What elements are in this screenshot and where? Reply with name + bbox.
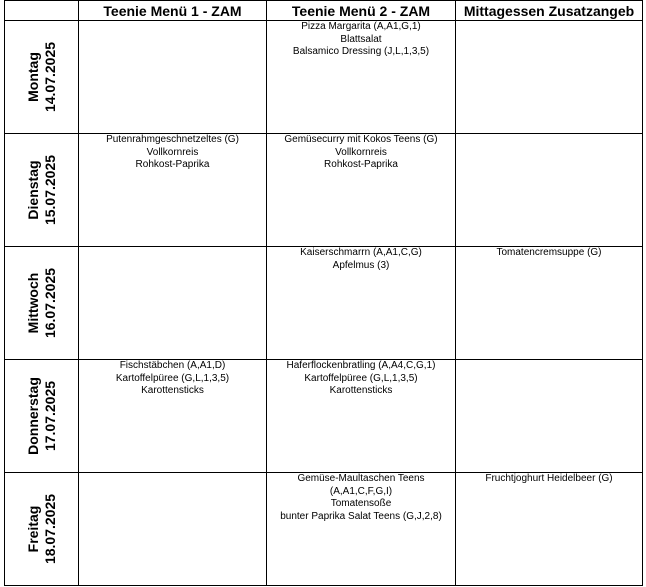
day-label-cell — [5, 473, 79, 586]
meal-line: (A,A1,C,F,G,I) — [329, 485, 393, 497]
meal-cell-extra — [456, 247, 643, 360]
meal-line: Karottensticks — [141, 385, 204, 396]
meal-cell-menu1 — [79, 247, 267, 360]
meal-line: Rohkost-Paprika — [324, 159, 398, 170]
meal-line: Gemüsecurry mit Kokos Teens (G) — [284, 134, 438, 145]
day-label — [25, 494, 59, 564]
meal-line: Gemüse-Maultaschen Teens — [297, 473, 425, 484]
weekday-text: Mittwoch — [24, 272, 41, 334]
meal-line: Apfelmus (3) — [332, 259, 390, 271]
date-text: 17.07.2025 — [41, 380, 58, 452]
meal-cell-extra — [456, 134, 643, 247]
meal-line: Putenrahmgeschnetzeltes (G) — [106, 134, 239, 145]
meal-line: Balsamico Dressing (J,L,1,3,5) — [292, 46, 430, 57]
meal-line: Blattsalat — [340, 33, 382, 45]
day-row-donnerstag — [5, 360, 643, 473]
meal-line: Vollkornreis — [146, 146, 199, 158]
meal-line: Vollkornreis — [335, 146, 387, 158]
meal-cell-menu2 — [267, 134, 456, 247]
day-label — [25, 377, 59, 455]
meal-line: Tomatensoße — [330, 498, 392, 509]
meal-line: Fischstäbchen (A,A1,D) — [119, 360, 226, 371]
day-label-cell — [5, 134, 79, 247]
day-label-cell — [5, 21, 79, 134]
day-row-dienstag — [5, 134, 643, 247]
meal-cell-extra — [456, 360, 643, 473]
meal-cell-menu2 — [267, 247, 456, 360]
meal-line: Karottensticks — [329, 385, 393, 396]
day-row-freitag — [5, 473, 643, 586]
date-text: 15.07.2025 — [41, 154, 58, 226]
meal-line: Pizza Margarita (A,A1,G,1) — [301, 21, 421, 32]
day-label-cell — [5, 360, 79, 473]
date-text: 18.07.2025 — [41, 493, 58, 565]
meal-line: Haferflockenbratling (A,A4,C,G,1) — [286, 360, 436, 371]
weekday-text: Donnerstag — [24, 377, 41, 455]
meal-cell-menu1 — [79, 473, 267, 586]
meal-cell-extra — [456, 473, 643, 586]
meal-cell-menu2 — [267, 21, 456, 134]
day-row-montag — [5, 21, 643, 134]
header-row — [5, 1, 643, 21]
meal-cell-extra — [456, 21, 643, 134]
meal-cell-menu1 — [79, 134, 267, 247]
meal-line: Kartoffelpüree (G,L,1,3,5) — [115, 372, 230, 384]
meal-line: Kaiserschmarrn (A,A1,C,G) — [300, 247, 422, 258]
day-row-mittwoch — [5, 247, 643, 360]
column-header-extra: Mittagessen Zusatzangeb — [456, 1, 643, 21]
day-label — [25, 42, 59, 112]
meal-cell-menu2 — [267, 360, 456, 473]
meal-cell-menu1 — [79, 21, 267, 134]
meal-cell-menu2 — [267, 473, 456, 586]
weekday-text: Montag — [24, 52, 41, 102]
day-label — [25, 268, 59, 338]
column-header-menu2: Teenie Menü 2 - ZAM — [267, 1, 456, 21]
day-label — [25, 155, 59, 225]
date-text: 14.07.2025 — [41, 41, 58, 113]
meal-line: Fruchtjoghurt Heidelbeer (G) — [485, 473, 613, 484]
meal-cell-menu1 — [79, 360, 267, 473]
meal-line: bunter Paprika Salat Teens (G,J,2,8) — [280, 510, 442, 522]
day-label-cell — [5, 247, 79, 360]
date-text: 16.07.2025 — [41, 267, 58, 339]
column-header-menu1: Teenie Menü 1 - ZAM — [79, 1, 267, 21]
weekday-text: Dienstag — [24, 160, 41, 220]
weekly-menu-table — [4, 0, 643, 586]
weekday-text: Freitag — [24, 505, 41, 553]
meal-line: Tomatencremsuppe (G) — [496, 247, 602, 258]
corner-cell — [5, 1, 79, 21]
meal-line: Kartoffelpüree (G,L,1,3,5) — [304, 372, 418, 384]
meal-line: Rohkost-Paprika — [135, 159, 210, 170]
